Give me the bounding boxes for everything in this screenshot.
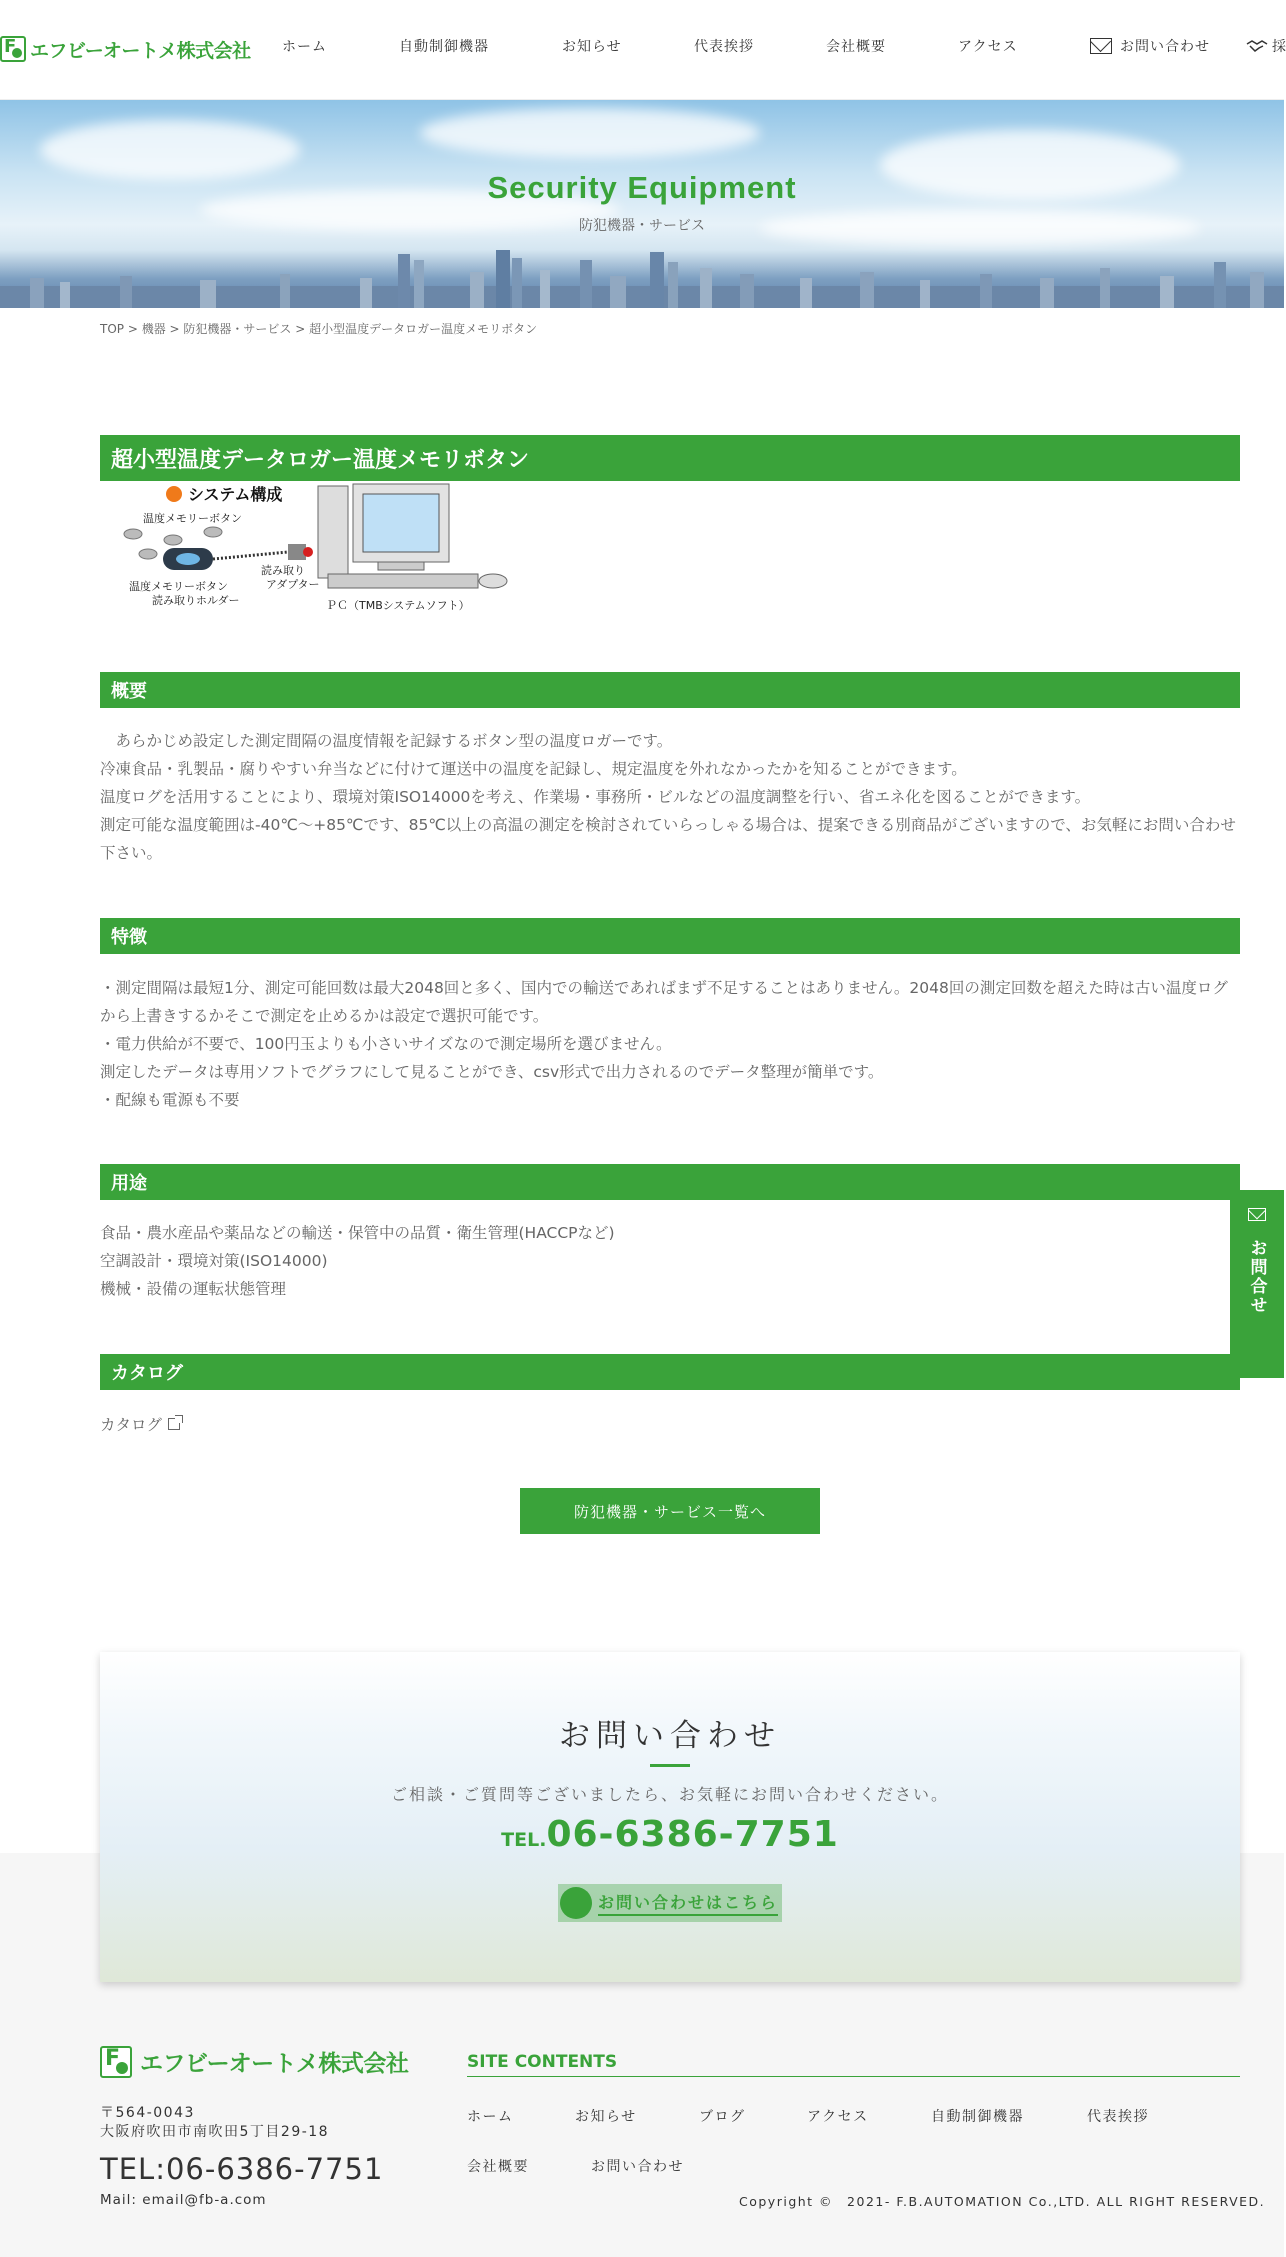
system-diagram [113,482,523,616]
footer-link-company[interactable]: 会社概要 [467,2159,529,2175]
product-title: 超小型温度データロガー温度メモリボタン [100,435,1240,481]
contact-form-button-label: お問い合わせはこちら [598,1890,778,1916]
contact-form-button[interactable] [558,1884,782,1922]
diagram-label-button: 温度メモリーボタン [143,512,242,525]
diagram-heading: システム構成 [188,485,283,504]
site-contents-title: SITE CONTENTS [467,2052,1240,2077]
diagram-label-pc: ＰＣ（TMBシステムソフト） [326,599,470,612]
svg-text:読み取り: 読み取り [261,564,305,577]
footer-mail[interactable]: Mail: email@fb-a.com [100,2192,267,2208]
nav-access[interactable]: アクセス [958,39,1018,55]
floating-contact-label: お問合せ [1246,1239,1267,1315]
logo-text: エフビーオートメ株式会社 [30,39,251,62]
section-usage-title: 用途 [100,1164,1240,1200]
footer-phone[interactable]: TEL:06-6386-7751 [100,2152,384,2186]
catalog-link[interactable] [100,1413,180,1435]
floating-contact-tab[interactable] [1230,1190,1284,1378]
footer-logo[interactable] [100,2045,408,2078]
hero-banner [0,100,1284,308]
footer-link-home[interactable]: ホーム [467,2109,514,2125]
footer-logo-text: エフビーオートメ株式会社 [140,2051,409,2077]
svg-text:温度メモリーボタン: 温度メモリーボタン [129,580,228,593]
nav-contact-label: お問い合わせ [1120,39,1210,55]
nav-greeting[interactable]: 代表挨拶 [694,39,754,55]
mail-icon [1090,38,1112,54]
section-features-body: ・測定間隔は最短1分、測定可能回数は最大2048回と多く、国内での輸送であればまず不足することはありません。2048回の測定回数を超えた時は古い温度ログから上書きするかそこで測定を止めるかは設定で選択可能です。 ・電力供給が不要で、100円玉よりも小さいサイズなので測定場所を選びません。 測定したデータは専用ソフトでグラフにして見ることができ、csv形式で出力されるのでデータ整理が簡単です。 ・配線も電源も不要 [100,979,1228,1109]
page-subtitle: 防犯機器・サービス [579,218,705,234]
site-header [0,0,1284,100]
contact-phone-number: 06-6386-7751 [546,1814,839,1855]
nav-automatic-control[interactable]: 自動制御機器 [399,39,489,55]
copyright: Copyright © 2021- F.B.AUTOMATION Co.,LTD. ALL RIGHT RESERVED. [739,2194,1266,2209]
section-overview-body: あらかじめ設定した測定間隔の温度情報を記録するボタン型の温度ロガーです。 冷凍食品・乳製品・腐りやすい弁当などに付けて運送中の温度を記録し、規定温度を外れなかったかを知ることができます。 温度ログを活用することにより、環境対策ISO14000を考え、作業場・事務所・ビルなどの温度調整を行い、省エネ化を図ることができます。 測定可能な温度範囲は-40℃～+85℃です、85℃以上の高温の測定を検討されていらっしゃる場合は、提案できる別商品がございますので、お気軽にお問い合わせ下さい。 [100,732,1236,862]
circle-icon [560,1887,592,1919]
contact-phone-prefix: TEL. [501,1829,547,1851]
page-title: Security Equipment [487,170,797,205]
contact-phone[interactable] [100,1814,1240,1855]
breadcrumb[interactable]: TOP > 機器 > 防犯機器・サービス > 超小型温度データロガー温度メモリボタン [100,322,538,336]
footer-address: 〒564-0043 大阪府吹田市南吹田5丁目29-18 [100,2105,330,2140]
nav-contact[interactable] [1090,36,1210,56]
footer-link-blog[interactable]: ブログ [699,2109,746,2125]
contact-title: お問い合わせ [559,1718,781,1754]
external-link-icon [168,1418,180,1430]
back-to-list-button[interactable]: 防犯機器・サービス一覧へ [520,1488,820,1534]
footer-link-greeting[interactable]: 代表挨拶 [1087,2109,1149,2125]
footer-link-news[interactable]: お知らせ [575,2109,637,2125]
section-usage-body: 食品・農水産品や薬品などの輸送・保管中の品質・衛生管理(HACCPなど) 空調設計・環境対策(ISO14000) 機械・設備の運転状態管理 [100,1224,615,1298]
section-catalog-title: カタログ [100,1354,1240,1390]
nav-recruit[interactable]: 採 [1272,39,1286,55]
nav-company[interactable]: 会社概要 [826,39,886,55]
contact-banner [100,1652,1240,1982]
handshake-icon [1246,38,1268,54]
footer-link-contact[interactable]: お問い合わせ [591,2159,684,2175]
city-skyline [0,248,1284,308]
svg-text:アダプター: アダプター [266,578,320,591]
mail-icon [1248,1208,1266,1221]
section-features-title: 特徴 [100,918,1240,954]
main-nav [0,36,1284,60]
footer-link-access[interactable]: アクセス [807,2109,869,2125]
logo-mark-icon [100,2046,132,2078]
catalog-link-label: カタログ [100,1416,163,1434]
footer-link-automatic-control[interactable]: 自動制御機器 [931,2109,1024,2125]
svg-text:読み取りホルダー: 読み取りホルダー [152,594,240,607]
section-overview-title: 概要 [100,672,1240,708]
contact-divider [650,1764,690,1767]
nav-home[interactable]: ホーム [282,39,327,55]
nav-news[interactable]: お知らせ [562,39,622,55]
contact-description: ご相談・ご質問等ございましたら、お気軽にお問い合わせください。 [390,1785,949,1804]
